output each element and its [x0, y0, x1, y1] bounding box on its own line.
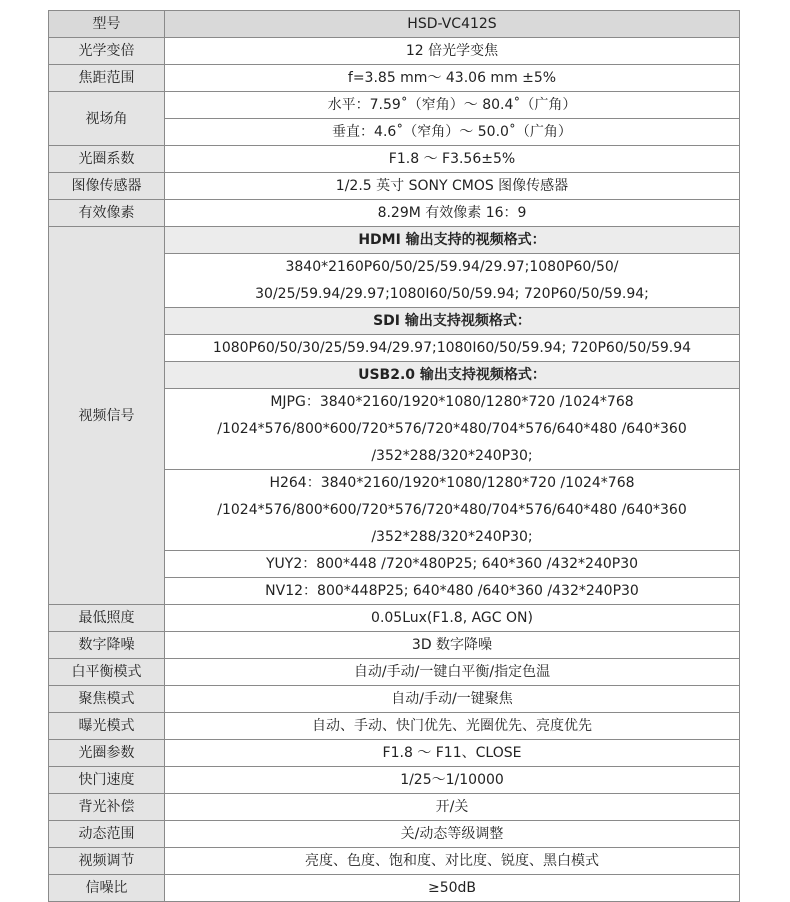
row-value: 3D 数字降噪 [165, 632, 740, 659]
table-row [49, 173, 740, 200]
spec-table [48, 10, 740, 902]
row-label: 最低照度 [49, 605, 165, 632]
row-label: 视场角 [49, 92, 165, 146]
row-label: 数字降噪 [49, 632, 165, 659]
table-row [49, 767, 740, 794]
row-label: 动态范围 [49, 821, 165, 848]
row-label: 白平衡模式 [49, 659, 165, 686]
sdi-section-title: SDI 输出支持视频格式： [165, 308, 740, 335]
table-row [49, 713, 740, 740]
row-label: 焦距范围 [49, 65, 165, 92]
row-value: F1.8 ～ F3.56±5% [165, 146, 740, 173]
table-row [49, 875, 740, 902]
sdi-formats: 1080P60/50/30/25/59.94/29.97;1080I60/50/59.94; 720P60/50/59.94 [165, 335, 740, 362]
mjpg-formats [165, 389, 740, 470]
table-row [49, 146, 740, 173]
table-row [49, 65, 740, 92]
format-line: 30/25/59.94/29.97;1080I60/50/59.94; 720P60/50/59.94; [255, 286, 649, 302]
row-value: 垂直：4.6˚（窄角）～ 50.0˚（广角） [165, 119, 740, 146]
row-value: 关/动态等级调整 [165, 821, 740, 848]
row-value: 8.29M 有效像素 16：9 [165, 200, 740, 227]
table-row [49, 686, 740, 713]
format-line: /352*288/320*240P30; [371, 529, 533, 545]
row-value: f=3.85 mm～ 43.06 mm ±5% [165, 65, 740, 92]
table-row [49, 92, 740, 119]
row-value: 0.05Lux(F1.8, AGC ON) [165, 605, 740, 632]
row-label: 视频调节 [49, 848, 165, 875]
hdmi-section-title: HDMI 输出支持的视频格式： [165, 227, 740, 254]
row-label: 信噪比 [49, 875, 165, 902]
table-row [49, 38, 740, 65]
yuy2-formats: YUY2：800*448 /720*480P25; 640*360 /432*240P30 [165, 551, 740, 578]
row-value: 水平：7.59˚（窄角）～ 80.4˚（广角） [165, 92, 740, 119]
table-row [49, 848, 740, 875]
table-row [49, 821, 740, 848]
header-value: HSD-VC412S [165, 11, 740, 38]
format-line: H264：3840*2160/1920*1080/1280*720 /1024*768 [269, 475, 635, 491]
header-label: 型号 [49, 11, 165, 38]
table-row [49, 200, 740, 227]
format-line: /1024*576/800*600/720*576/720*480/704*576/640*480 /640*360 [217, 421, 687, 437]
table-row [49, 632, 740, 659]
table-row [49, 605, 740, 632]
row-value: 1/2.5 英寸 SONY CMOS 图像传感器 [165, 173, 740, 200]
row-value: 12 倍光学变焦 [165, 38, 740, 65]
row-value: 自动、手动、快门优先、光圈优先、亮度优先 [165, 713, 740, 740]
format-line: MJPG：3840*2160/1920*1080/1280*720 /1024*768 [270, 394, 634, 410]
usb-section-title: USB2.0 输出支持视频格式： [165, 362, 740, 389]
table-row [49, 659, 740, 686]
row-label: 图像传感器 [49, 173, 165, 200]
table-row [49, 794, 740, 821]
row-value: 开/关 [165, 794, 740, 821]
row-label: 曝光模式 [49, 713, 165, 740]
row-label: 光学变倍 [49, 38, 165, 65]
format-line: /352*288/320*240P30; [371, 448, 533, 464]
format-line: 3840*2160P60/50/25/59.94/29.97;1080P60/50/ [285, 259, 619, 275]
row-label: 背光补偿 [49, 794, 165, 821]
row-value: 自动/手动/一键白平衡/指定色温 [165, 659, 740, 686]
nv12-formats: NV12：800*448P25; 640*480 /640*360 /432*240P30 [165, 578, 740, 605]
table-row [49, 740, 740, 767]
row-value: ≥50dB [165, 875, 740, 902]
row-value: 自动/手动/一键聚焦 [165, 686, 740, 713]
row-label: 聚焦模式 [49, 686, 165, 713]
h264-formats [165, 470, 740, 551]
header-row [49, 11, 740, 38]
row-label: 光圈系数 [49, 146, 165, 173]
hdmi-formats [165, 254, 740, 308]
row-value: 1/25～1/10000 [165, 767, 740, 794]
row-label: 有效像素 [49, 200, 165, 227]
row-label: 快门速度 [49, 767, 165, 794]
format-line: /1024*576/800*600/720*576/720*480/704*576/640*480 /640*360 [217, 502, 687, 518]
row-value: 亮度、色度、饱和度、对比度、锐度、黑白模式 [165, 848, 740, 875]
row-value: F1.8 ～ F11、CLOSE [165, 740, 740, 767]
table-row [49, 227, 740, 254]
row-label: 光圈参数 [49, 740, 165, 767]
row-label: 视频信号 [49, 227, 165, 605]
